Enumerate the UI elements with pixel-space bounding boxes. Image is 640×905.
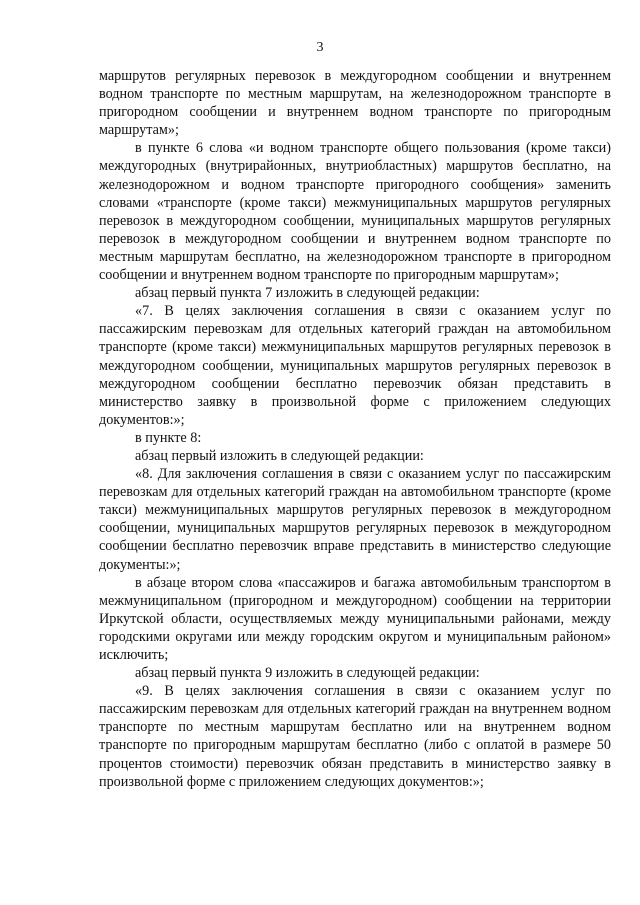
paragraph-item-8-text: «8. Для заключения соглашения в связи с оказанием услуг по пассажирским перевозкам для отдельных категорий граждан на автомобильном транспорте (кроме такси) межмуниципальных маршрутов регулярных перевозок в междугородном сообщении, муниципальных маршрутов регулярных перевозок в междугородном сообщении бесплатно перевозчик вправе представить в министерство следующие документы:»; xyxy=(99,466,611,573)
paragraph-item-7-text: «7. В целях заключения соглашения в связи с оказанием услуг по пассажирским перевозкам для отдельных категорий граждан на автомобильном транспорте (кроме такси) межмуниципальных маршрутов регулярных перевозок в междугородном сообщении, муниципальных маршрутов регулярных перевозок в междугородном сообщении бесплатно перевозчик обязан представить в министерство заявку в произвольной форме с приложением следующих документов:»; xyxy=(99,303,611,428)
paragraph-item-8-intro: в пункте 8: xyxy=(135,429,202,446)
paragraph-continuation: маршрутов регулярных перевозок в междугородном сообщении и внутреннем водном транспорте по местным маршрутам, на железнодорожном транспорте в пригородном сообщении и внутреннем водном транспорте по пригородным маршрутам»; xyxy=(99,68,611,139)
paragraph-item-7-intro: абзац первый пункта 7 изложить в следующей редакции: xyxy=(135,285,480,302)
page-number: 3 xyxy=(316,40,324,55)
paragraph-item-9-intro: абзац первый пункта 9 изложить в следующей редакции: xyxy=(135,665,480,682)
paragraph-item-9-text: «9. В целях заключения соглашения в связи с оказанием услуг по пассажирским перевозкам для отдельных категорий граждан на внутреннем водном транспорте по местным маршрутам бесплатно или на внутреннем водном транспорте по пригородным маршрутам бесплатно (либо с оплатой в размере 50 процентов стоимости) перевозчик обязан представить в министерство заявку в произвольной форме с приложением следующих документов:»; xyxy=(99,683,611,790)
paragraph-item-8-first-para: абзац первый изложить в следующей редакции: xyxy=(135,447,424,464)
paragraph-item-8-second-para: в абзаце втором слова «пассажиров и багажа автомобильным транспортом в межмуниципальном (пригородном и междугородном) сообщении на территории Иркутской области, осуществляемых между муниципальными районами, между городскими округами или между городским округом и муниципальным районом» исключить; xyxy=(99,574,611,663)
document-body xyxy=(99,67,611,791)
paragraph-item-6: в пункте 6 слова «и водном транспорте общего пользования (кроме такси) междугородных (внутрирайонных, внутриобластных) маршрутов бесплатно, на железнодорожном и водном транспорте пригородного сообщения» заменить словами «транспорте (кроме такси) межмуниципальных маршрутов регулярных перевозок в междугородном сообщении, муниципальных маршрутов регулярных перевозок в междугородном сообщении и внутреннем водном транспорте по местным маршрутам бесплатно, на железнодорожном транспорте в пригородном сообщении и внутреннем водном транспорте по пригородным маршрутам»; xyxy=(99,140,611,284)
